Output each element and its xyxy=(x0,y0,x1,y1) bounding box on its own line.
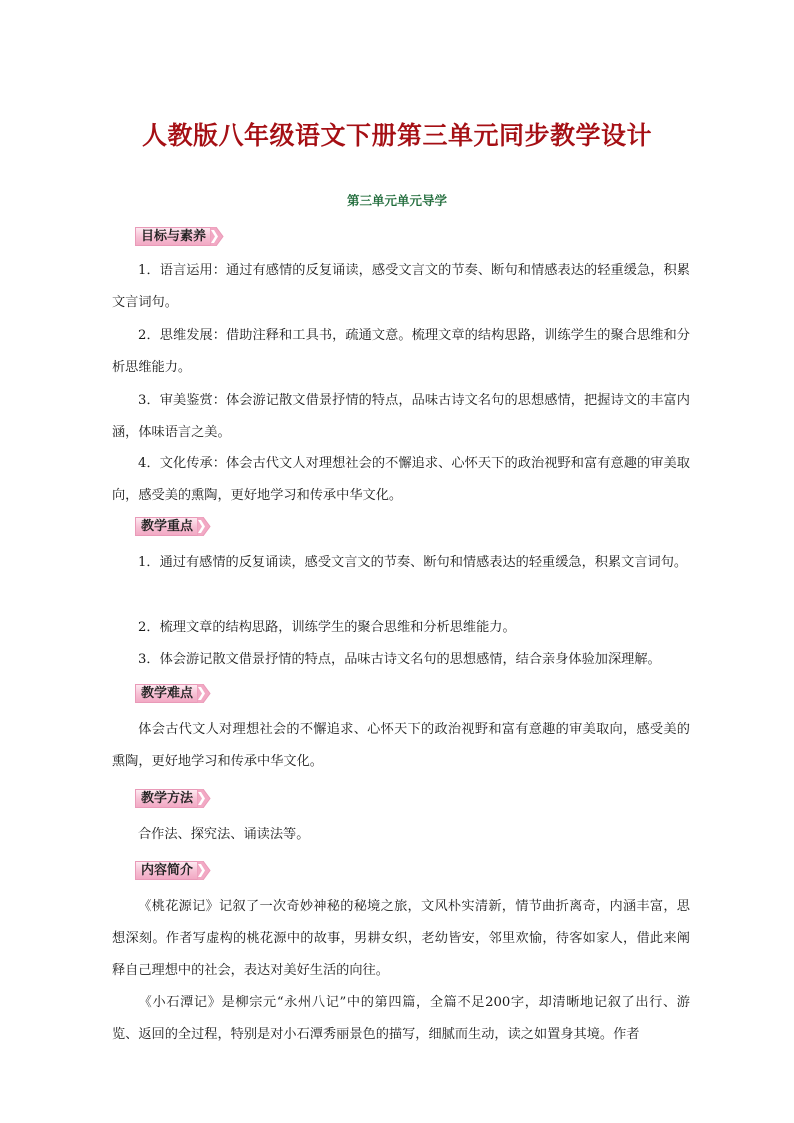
chevron-right-icon xyxy=(197,517,211,536)
section-heading-methods: 教学方法 xyxy=(135,789,197,808)
summary-paragraph: 《小石潭记》是柳宗元“永州八记”中的第四篇，全篇不足200字，却清晰地记叙了出行、游览、返回的全过程，特别是对小石潭秀丽景色的描写，细腻而生动，读之如置身其境。作者 xyxy=(112,995,690,1042)
methods-text: 合作法、探究法、诵读法等。 xyxy=(138,827,310,842)
key-point-item: 1．通过有感情的反复诵读，感受文言文的节奏、断句和情感表达的轻重缓急，积累文言词句。 xyxy=(138,555,688,570)
section-heading-key-points: 教学重点 xyxy=(135,517,197,536)
goal-item: 2．思维发展：借助注释和工具书，疏通文意。梳理文章的结构思路，训练学生的聚合思维和分析思维能力。 xyxy=(112,328,690,375)
section-tag-methods xyxy=(135,789,211,808)
section-tag-key-points xyxy=(135,517,211,536)
goal-item: 4．文化传承：体会古代文人对理想社会的不懈追求、心怀天下的政治视野和富有意趣的审美取向，感受美的熏陶，更好地学习和传承中华文化。 xyxy=(112,456,690,503)
goal-item: 3．审美鉴赏：体会游记散文借景抒情的特点，品味古诗文名句的思想感情，把握诗文的丰富内涵，体味语言之美。 xyxy=(112,393,690,440)
chevron-right-icon xyxy=(210,227,224,246)
section-tag-difficulties xyxy=(135,684,211,703)
summary-paragraph: 《桃花源记》记叙了一次奇妙神秘的秘境之旅，文风朴实清新，情节曲折离奇，内涵丰富，思想深刻。作者写虚构的桃花源中的故事，男耕女织，老幼皆安，邻里欢愉，待客如家人，借此来阐释自己理想中的社会，表达对美好生活的向往。 xyxy=(112,899,690,978)
section-tag-goals xyxy=(135,227,224,246)
section-tag-summary xyxy=(135,861,211,880)
difficulties-text: 体会古代文人对理想社会的不懈追求、心怀天下的政治视野和富有意趣的审美取向，感受美的熏陶，更好地学习和传承中华文化。 xyxy=(112,722,690,769)
key-point-item: 3．体会游记散文借景抒情的特点，品味古诗文名句的思想感情，结合亲身体验加深理解。 xyxy=(138,652,661,667)
chevron-right-icon xyxy=(197,789,211,808)
goal-item: 1．语言运用：通过有感情的反复诵读，感受文言文的节奏、断句和情感表达的轻重缓急，积累文言词句。 xyxy=(112,263,690,310)
section-heading-goals: 目标与素养 xyxy=(135,227,210,246)
document-title: 人教版八年级语文下册第三单元同步教学设计 xyxy=(141,121,652,150)
section-heading-summary: 内容简介 xyxy=(135,861,197,880)
key-point-item: 2．梳理文章的结构思路，训练学生的聚合思维和分析思维能力。 xyxy=(138,620,516,635)
chevron-right-icon xyxy=(197,684,211,703)
unit-subtitle: 第三单元单元导学 xyxy=(346,193,447,208)
section-heading-difficulties: 教学难点 xyxy=(135,684,197,703)
chevron-right-icon xyxy=(197,861,211,880)
